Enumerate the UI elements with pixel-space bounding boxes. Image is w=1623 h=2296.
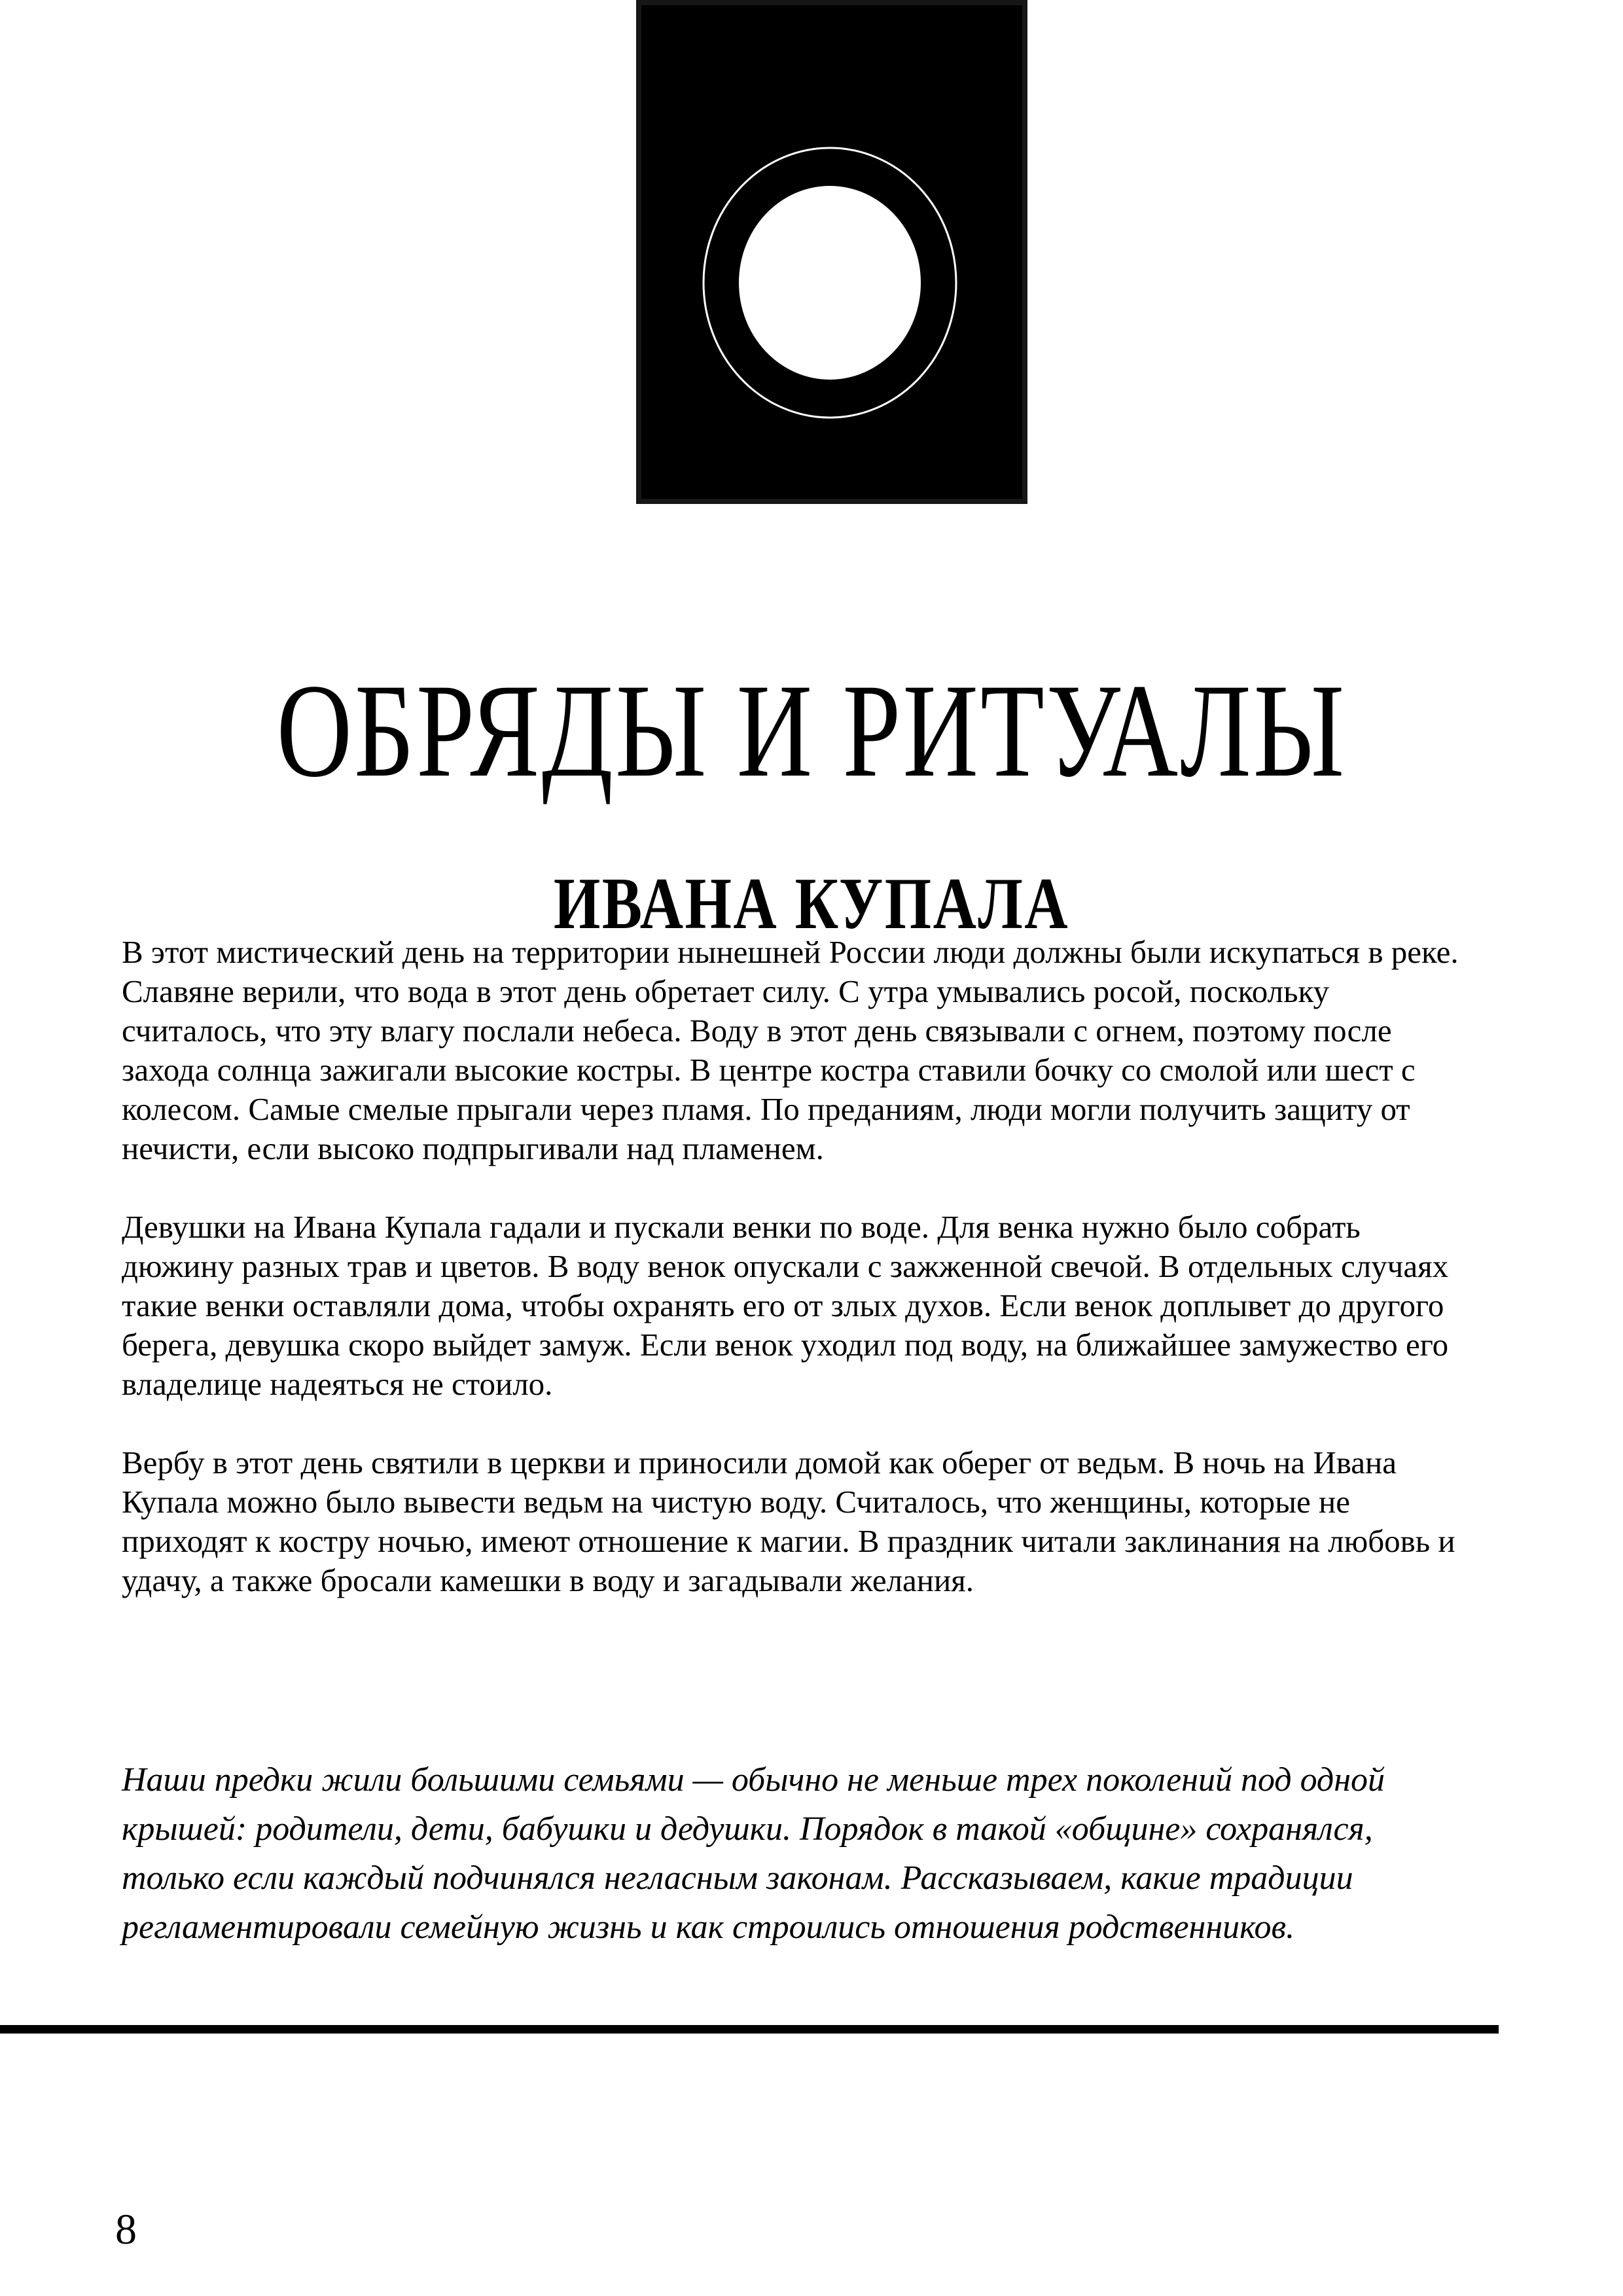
text-line: Славяне верили, что вода в этот день обретает силу. С утра умывались росой, поскольку: [122, 973, 1330, 1009]
circle-emblem: [636, 0, 1027, 504]
section-subtitle: ИВАНА КУПАЛА: [553, 863, 1070, 944]
text-line: берега, девушка скоро выйдет замуж. Если венок уходил под воду, на ближайшее замужество его: [122, 1327, 1449, 1363]
quote-line: Наши предки жили большими семьями — обычно не меньше трех поколений под одной: [122, 1761, 1385, 1799]
text-line: такие венки оставляли дома, чтобы охранять его от злых духов. Если венок доплывет до другого: [122, 1287, 1444, 1323]
text-line: захода солнца зажигали высокие костры. В центре костра ставили бочку со смолой или шест с: [122, 1052, 1416, 1088]
page-number: 8: [115, 2206, 137, 2253]
text-line: Вербу в этот день святили в церкви и приносили домой как оберег от ведьм. В ночь на Ивана: [122, 1444, 1397, 1480]
body-paragraph: [122, 933, 1522, 1168]
text-line: владелице надеяться не стоило.: [122, 1366, 553, 1402]
text-line: дюжину разных трав и цветов. В воду венок опускали с зажженной свечой. В отдельных случаях: [122, 1248, 1449, 1284]
text-line: приходят к костру ночью, имеют отношение к магии. В праздник читали заклинания на любовь и: [122, 1523, 1455, 1559]
text-line: В этот мистический день на территории нынешней России люди должны были искупаться в реке.: [122, 934, 1459, 970]
text-line: колесом. Самые смелые прыгали через пламя. По преданиям, люди могли получить защиту от: [122, 1091, 1410, 1127]
horizontal-rule: [0, 2025, 1499, 2034]
body-paragraph: [122, 1208, 1522, 1404]
body-paragraph: [122, 1443, 1522, 1600]
quote-line: только если каждый подчинялся негласным законам. Рассказываем, какие традиции: [122, 1859, 1353, 1897]
emblem-inner-disc: [739, 186, 921, 380]
circle-emblem-graphic: [636, 0, 1027, 504]
lead-quote: [122, 1755, 1522, 1952]
text-line: Купала можно было вывести ведьм на чистую воду. Считалось, что женщины, которые не: [122, 1484, 1351, 1520]
text-line: удачу, а также бросали камешки в воду и загадывали желания.: [122, 1562, 974, 1598]
quote-line: регламентировали семейную жизнь и как строились отношения родственников.: [122, 1909, 1295, 1946]
page-title: ОБРЯДЫ И РИТУАЛЫ: [276, 656, 1347, 806]
quote-line: крышей: родители, дети, бабушки и дедушки. Порядок в такой «общине» сохранялся,: [122, 1810, 1373, 1848]
text-line: Девушки на Ивана Купала гадали и пускали венки по воде. Для венка нужно было собрать: [122, 1209, 1361, 1245]
text-line: считалось, что эту влагу послали небеса. Воду в этот день связывали с огнем, поэтому после: [122, 1013, 1392, 1049]
text-line: нечисти, если высоко подпрыгивали над пламенем.: [122, 1130, 824, 1166]
